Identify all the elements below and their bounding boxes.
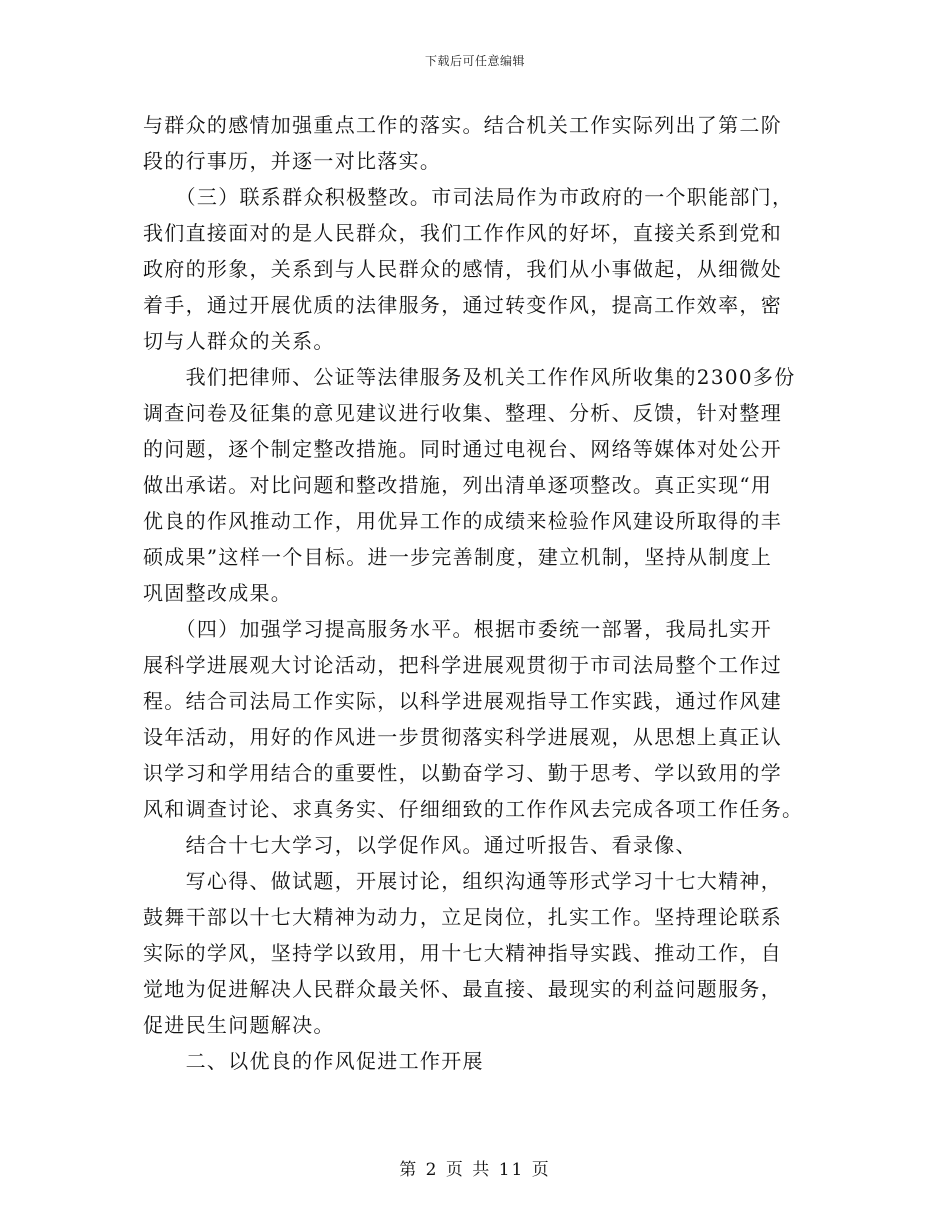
text-line: 识学习和学用结合的重要性，以勤奋学习、勤于思考、学以致用的学 bbox=[143, 761, 782, 785]
text-line: 我们直接面对的是人民群众，我们工作作风的好坏，直接关系到党和 bbox=[143, 221, 782, 245]
text-line: （三）联系群众积极整改。市司法局作为市政府的一个职能部门， bbox=[143, 185, 794, 209]
page-header: 下载后可任意编辑 bbox=[424, 54, 525, 68]
text-line: 硕成果”这样一个目标。进一步完善制度，建立机制，坚持从制度上 bbox=[143, 545, 773, 569]
text-line: 调查问卷及征集的意见建议进行收集、整理、分析、反馈，针对整理 bbox=[143, 401, 782, 425]
text-line: 着手，通过开展优质的法律服务，通过转变作风，提高工作效率，密 bbox=[143, 293, 782, 317]
text-line: 做出承诺。对比问题和整改措施，列出清单逐项整改。真正实现“用 bbox=[143, 473, 773, 497]
page-footer: 第 2 页 共 11 页 bbox=[399, 1160, 551, 1180]
text-line: 风和调查讨论、求真务实、仔细细致的工作作风去完成各项工作任务。 bbox=[143, 797, 804, 821]
text-line: 促进民生问题解决。 bbox=[143, 1013, 335, 1037]
text-line: 实际的学风，坚持学以致用，用十七大精神指导实践、推动工作，自 bbox=[143, 941, 782, 965]
text-line: 政府的形象，关系到与人民群众的感情，我们从小事做起，从细微处 bbox=[143, 257, 782, 281]
text-line: 结合十七大学习，以学促作风。通过听报告、看录像、 bbox=[143, 833, 697, 857]
text-line: 觉地为促进解决人民群众最关怀、最直接、最现实的利益问题服务， bbox=[143, 977, 782, 1001]
text-line: 写心得、做试题，开展讨论，组织沟通等形式学习十七大精神， bbox=[143, 869, 782, 893]
text-line: （四）加强学习提高服务水平。根据市委统一部署，我局扎实开 bbox=[143, 617, 772, 641]
text-line: 切与人群众的关系。 bbox=[143, 329, 335, 353]
text-line: 鼓舞干部以十七大精神为动力，立足岗位，扎实工作。坚持理论联系 bbox=[143, 905, 782, 929]
text-line: 二、以优良的作风促进工作开展 bbox=[143, 1049, 484, 1073]
text-line: 的问题，逐个制定整改措施。同时通过电视台、网络等媒体对处公开 bbox=[143, 437, 782, 461]
document-body bbox=[143, 107, 813, 1079]
text-line: 设年活动，用好的作风进一步贯彻落实科学进展观，从思想上真正认 bbox=[143, 725, 782, 749]
text-line: 程。结合司法局工作实际，以科学进展观指导工作实践，通过作风建 bbox=[143, 689, 782, 713]
text-line: 与群众的感情加强重点工作的落实。结合机关工作实际列出了第二阶 bbox=[143, 113, 782, 137]
text-line: 优良的作风推动工作，用优异工作的成绩来检验作风建设所取得的丰 bbox=[143, 509, 782, 533]
text-line: 我们把律师、公证等法律服务及机关工作作风所收集的2300多份 bbox=[143, 365, 796, 389]
text-line: 展科学进展观大讨论活动，把科学进展观贯彻于市司法局整个工作过 bbox=[143, 653, 782, 677]
text-line: 段的行事历，并逐一对比落实。 bbox=[143, 149, 442, 173]
text-line: 巩固整改成果。 bbox=[143, 581, 293, 605]
